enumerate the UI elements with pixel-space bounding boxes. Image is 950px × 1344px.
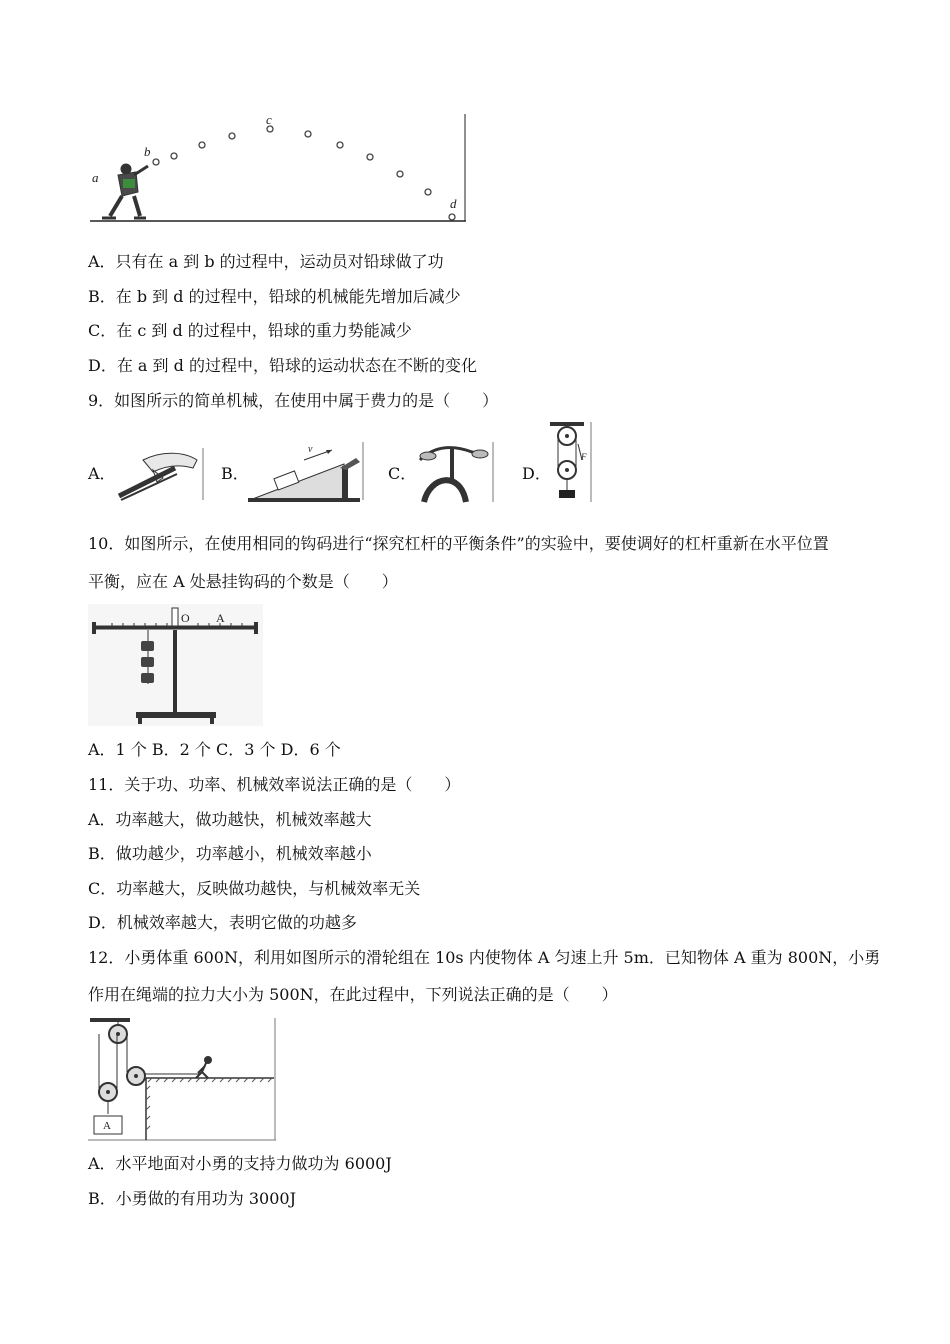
q11-option-b: B．做功越少，功率越小，机械效率越小 <box>88 844 372 863</box>
ball-position <box>229 133 235 139</box>
ball-position <box>305 131 311 137</box>
ball-position <box>425 189 431 195</box>
pulley-figure <box>548 420 594 504</box>
q12-stem-line1: 12．小勇体重 600N，利用如图所示的滑轮组在 10s 内使物体 A 匀速上升 5m．已知物体 A 重为 800N，小勇 <box>88 948 881 967</box>
q9-stem: 9．如图所示的简单机械，在使用中属于费力的是（ ） <box>88 391 499 410</box>
q9-option-a-label: A． <box>88 464 116 483</box>
pulley-system-figure <box>88 1016 278 1142</box>
q11-option-d: D．机械效率越大，表明它做的功越多 <box>88 913 357 932</box>
ball-position <box>367 154 373 160</box>
ball-position <box>171 153 177 159</box>
incline-velocity-label: v <box>308 444 313 455</box>
q12-option-a: A．水平地面对小勇的支持力做功为 6000J <box>88 1154 392 1173</box>
q11-option-c: C．功率越大，反映做功越快，与机械效率无关 <box>88 879 421 898</box>
inclined-plane-figure <box>248 440 366 502</box>
point-label-b: b <box>144 144 151 159</box>
block-a-label: A <box>103 1120 111 1132</box>
person-pulling-figure <box>196 1057 211 1078</box>
q8-option-b: B．在 b 到 d 的过程中，铅球的机械能先增加后减少 <box>88 287 461 306</box>
q9-option-b-label: B． <box>221 464 249 483</box>
q11-stem: 11．关于功、功率、机械效率说法正确的是（ ） <box>88 775 461 794</box>
point-label-d: d <box>450 196 457 211</box>
q12-stem-line2: 作用在绳端的拉力大小为 500N，在此过程中，下列说法正确的是（ ） <box>88 985 618 1004</box>
athlete-figure <box>102 164 148 218</box>
q8-option-d: D．在 a 到 d 的过程中，铅球的运动状态在不断的变化 <box>88 356 477 375</box>
lever-balance-figure <box>88 604 263 726</box>
shot-put-trajectory-figure <box>88 112 468 224</box>
ball-position <box>153 159 159 165</box>
point-label-c: c <box>266 112 272 127</box>
q8-option-c: C．在 c 到 d 的过程中，铅球的重力势能减少 <box>88 321 412 340</box>
q11-option-a: A．功率越大，做功越快，机械效率越大 <box>88 810 372 829</box>
q9-option-c-label: C． <box>388 464 417 483</box>
q10-stem-line1: 10．如图所示，在使用相同的钩码进行“探究杠杆的平衡条件”的实验中，要使调好的杠杆重新在水平位置 <box>88 534 829 553</box>
q9-option-d-label: D． <box>522 464 551 483</box>
point-label-a: a <box>92 170 99 185</box>
q12-option-b: B．小勇做的有用功为 3000J <box>88 1189 296 1208</box>
bicycle-handlebar-figure <box>416 440 496 504</box>
q10-stem-line2: 平衡，应在 A 处悬挂钩码的个数是（ ） <box>88 572 398 591</box>
lever-point-a-label: A <box>216 611 225 625</box>
ball-position <box>337 142 343 148</box>
ball-position <box>397 171 403 177</box>
ball-position <box>449 214 455 220</box>
lever-fulcrum-label: O <box>181 611 190 625</box>
q10-options: A．1 个 B．2 个 C．3 个 D．6 个 <box>88 740 341 759</box>
pulley-force-label: F <box>581 452 587 462</box>
tweezers-figure <box>113 446 205 502</box>
q8-option-a: A．只有在 a 到 b 的过程中，运动员对铅球做了功 <box>88 252 444 271</box>
ball-position <box>199 142 205 148</box>
